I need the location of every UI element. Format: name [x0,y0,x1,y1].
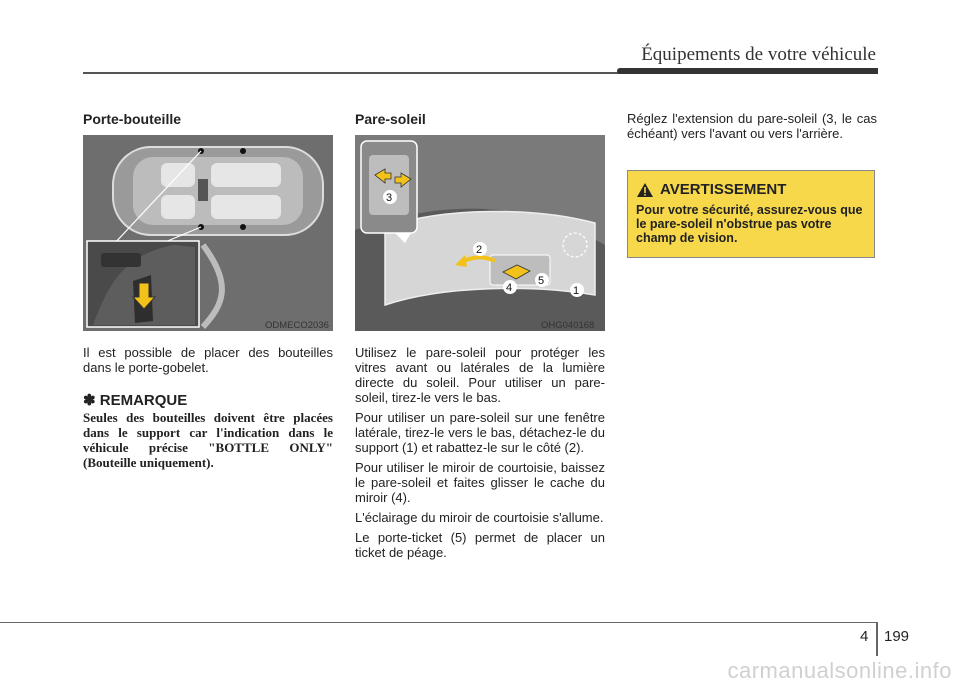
sun-visor-figure [355,135,605,331]
remark-title-row [83,391,187,409]
remark-text: Seules des bouteilles doivent être placées dans le support car l'indication dans le véhicule précise "BOTTLE ONLY" (Bouteille uniquement). [83,410,333,470]
sun-visor-paragraph-4: L'éclairage du miroir de courtoisie s'allume. [355,510,604,525]
sun-visor-paragraph-1: Utilisez le pare-soleil pour protéger les vitres avant ou latérales de la lumière directe du soleil. Pour utiliser un pare-soleil, tirez-le vers le bas. [355,345,605,405]
sun-visor-text [355,345,605,565]
page-number: 199 [884,628,910,645]
chapter-number: 4 [860,628,869,645]
footer-rule [0,622,877,623]
header-rule-accent [617,68,878,74]
section-title: Équipements de votre véhicule [641,44,876,65]
sun-visor-heading: Pare-soleil [355,111,426,127]
remark-star-icon: ✽ [83,392,96,409]
sun-visor-illustration [355,135,605,331]
callout-3: 3 [386,192,393,204]
sun-visor-paragraph-5: Le porte-ticket (5) permet de placer un ticket de péage. [355,530,605,560]
extension-paragraph: Réglez l'extension du pare-soleil (3, le cas échéant) vers l'avant ou vers l'arrière. [627,111,877,141]
figure-code-1: ODMECO2036 [265,320,329,331]
sun-visor-paragraph-2: Pour utiliser un pare-soleil sur une fenêtre latérale, tirez-le vers le bas, détachez-le du support (1) et rabattez-le sur le côté (2). [355,410,605,455]
sun-visor-paragraph-3: Pour utiliser le miroir de courtoisie, baissez le pare-soleil et faites glisser le cache du miroir (4). [355,460,605,505]
remark-title: REMARQUE [99,392,188,409]
warning-box [627,170,875,258]
bottle-holder-heading: Porte-bouteille [83,111,182,127]
callout-4: 4 [506,282,513,294]
callout-2: 2 [476,244,483,256]
warning-header [636,181,786,198]
warning-title: AVERTISSEMENT [660,181,787,198]
watermark: carmanualsonline.info [727,658,952,683]
warning-triangle-icon [636,182,654,198]
footer-divider [876,622,878,656]
figure-code-2: OHG040168 [541,320,595,331]
bottle-holder-figure [83,135,333,331]
car-interior-illustration [83,135,333,331]
bottle-holder-paragraph: Il est possible de placer des bouteilles dans le porte-gobelet. [83,345,333,375]
warning-text: Pour votre sécurité, assurez-vous que le pare-soleil n'obstrue pas votre champ de vision. [636,203,863,245]
callout-5: 5 [538,275,545,287]
callout-1: 1 [573,285,580,297]
